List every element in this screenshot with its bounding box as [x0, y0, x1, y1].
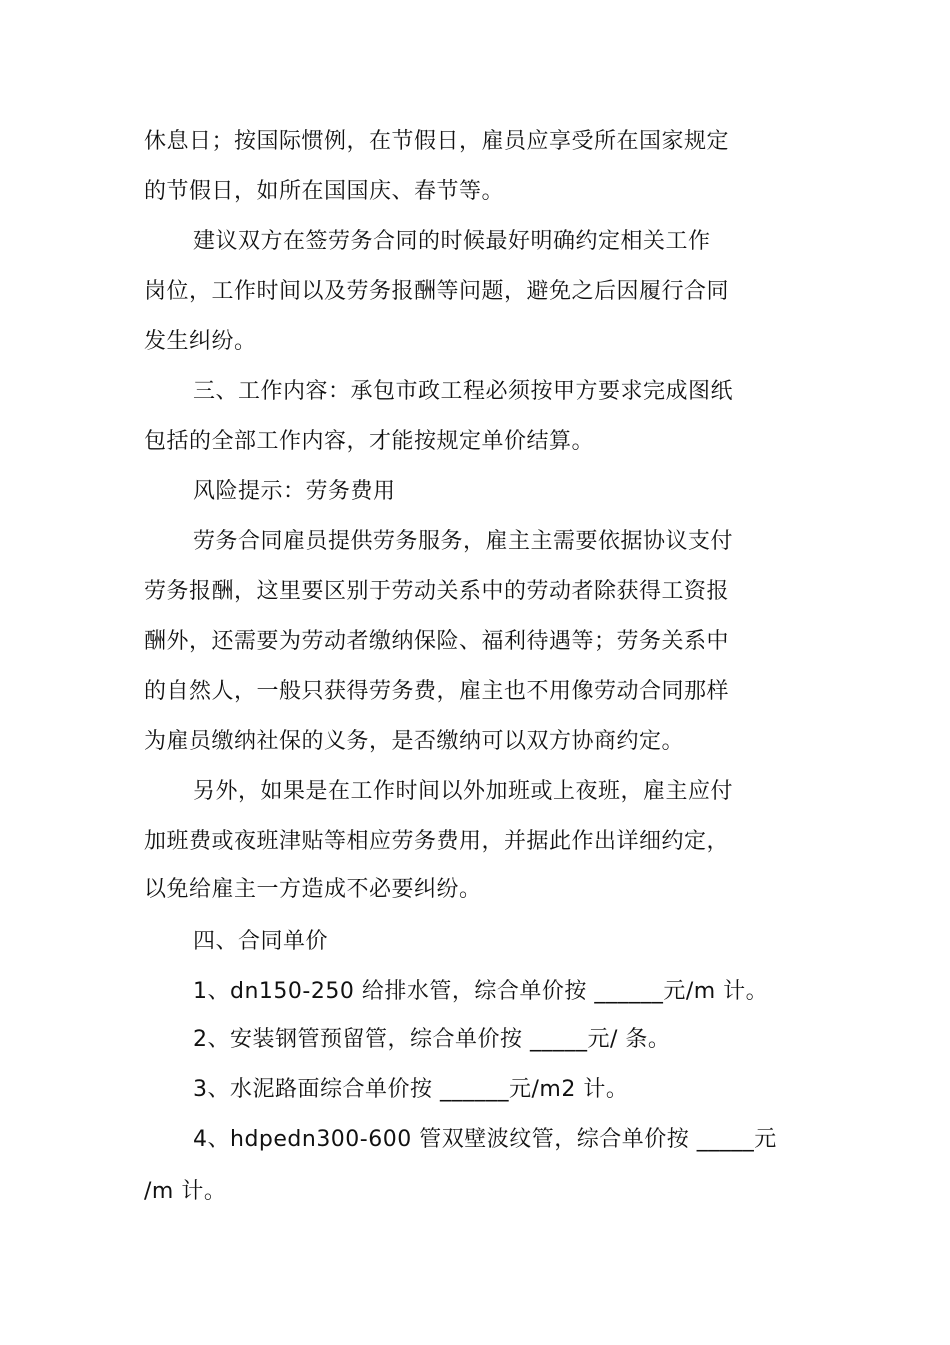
paragraph-start: 建议双方在签劳务合同的时候最好明确约定相关工作	[193, 229, 711, 254]
risk-tip-heading: 风险提示：劳务费用	[193, 479, 396, 504]
price-item-4: 4、hdpedn300-600 管双壁波纹管，综合单价按 _____元	[193, 1127, 777, 1152]
text-line: 岗位，工作时间以及劳务报酬等问题，避免之后因履行合同	[144, 279, 730, 304]
text-line: 发生纠纷。	[144, 329, 257, 354]
text-line: 加班费或夜班津贴等相应劳务费用，并据此作出详细约定，	[144, 829, 730, 854]
price-item-3: 3、水泥路面综合单价按 ______元/m2 计。	[193, 1077, 629, 1102]
text-line: 包括的全部工作内容，才能按规定单价结算。	[144, 429, 595, 454]
text-line: 为雇员缴纳社保的义务，是否缴纳可以双方协商约定。	[144, 729, 685, 754]
text-line: 休息日；按国际惯例，在节假日，雇员应享受所在国家规定	[144, 129, 730, 154]
text-line: /m 计。	[144, 1179, 227, 1204]
text-line: 的节假日，如所在国国庆、春节等。	[144, 179, 505, 204]
section-heading-contract-unit-price: 四、合同单价	[193, 929, 329, 954]
text-line: 劳务报酬，这里要区别于劳动关系中的劳动者除获得工资报	[144, 579, 730, 604]
text-line: 以免给雇主一方造成不必要纠纷。	[144, 877, 482, 902]
paragraph-start: 劳务合同雇员提供劳务服务，雇主主需要依据协议支付	[193, 529, 734, 554]
text-line: 的自然人，一般只获得劳务费，雇主也不用像劳动合同那样	[144, 679, 730, 704]
price-item-2: 2、安装钢管预留管，综合单价按 _____元/ 条。	[193, 1027, 671, 1052]
section-heading-work-content: 三、工作内容：承包市政工程必须按甲方要求完成图纸	[193, 379, 734, 404]
text-line: 酬外，还需要为劳动者缴纳保险、福利待遇等；劳务关系中	[144, 629, 730, 654]
paragraph-start: 另外，如果是在工作时间以外加班或上夜班，雇主应付	[193, 779, 734, 804]
price-item-1: 1、dn150-250 给排水管，综合单价按 ______元/m 计。	[193, 979, 769, 1004]
